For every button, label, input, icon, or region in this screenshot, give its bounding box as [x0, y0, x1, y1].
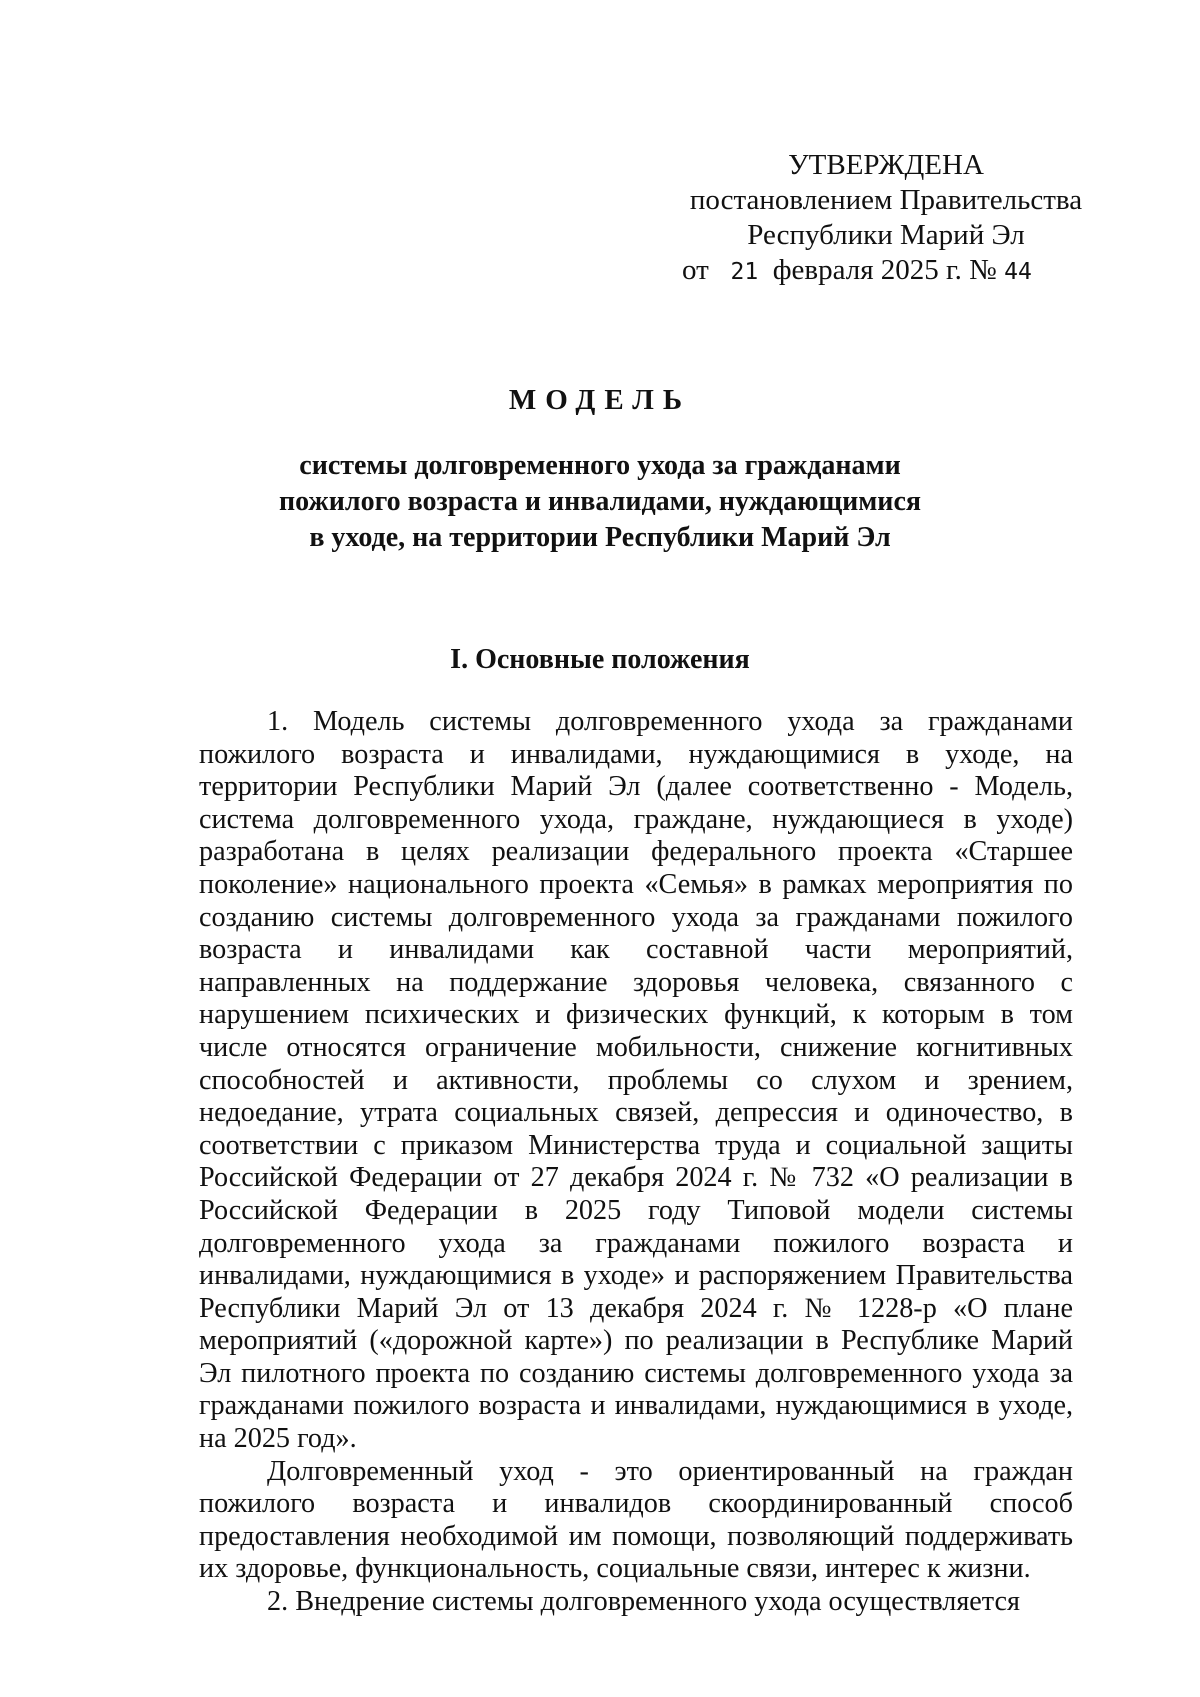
approved-by-line-1: постановлением Правительства: [689, 184, 1083, 216]
approval-date-line: [676, 253, 1096, 290]
approval-from: от: [682, 254, 709, 286]
document-subtitle: [200, 448, 1000, 556]
approval-stamp-block: [676, 148, 1096, 290]
paragraph-3: 2. Внедрение системы долговременного ухода осуществляется: [267, 1586, 1020, 1618]
document-title: МОДЕЛЬ: [508, 384, 692, 416]
paragraph-1: 1. Модель системы долговременного ухода за гражданами пожилого возраста и инвалидами, нуждающимися в уходе, на территории Республики Марий Эл (далее соответственно - Модель, система долговременного ухода, граждане, нуждающиеся в уходе) разработана в целях реализации федерального проекта «Старшее поколение» национального проекта «Семья» в рамках мероприятия по созданию системы долговременного ухода за гражданами пожилого возраста и инвалидами как составной части мероприятий, направленных на поддержание здоровья человека, связанного с нарушением психических и физических функций, к которым в том числе относятся ограничение мобильности, снижение когнитивных способностей и активности, проблемы со слухом и зрением, недоедание, утрата социальных связей, депрессия и одиночество, в соответствии с приказом Министерства труда и социальной защиты Российской Федерации от 27 декабря 2024 г. № 732 «О реализации в Российской Федерации в 2025 году Типовой модели системы долговременного ухода за гражданами пожилого возраста и инвалидами, нуждающимися в уходе» и распоряжением Правительства Республики Марий Эл от 13 декабря 2024 г. № 1228-р «О плане мероприятий («дорожной карте») по реализации в Республике Марий Эл пилотного проекта по созданию системы долговременного ухода за гражданами пожилого возраста и инвалидами, нуждающимися в уходе, на 2025 год».: [199, 706, 1073, 1455]
paragraph-2: Долговременный уход - это ориентированный на граждан пожилого возраста и инвалидов скоординированный способ предоставления необходимой им помощи, позволяющий поддерживать их здоровье, функциональность, социальные связи, интерес к жизни.: [199, 1455, 1073, 1585]
subtitle-line-1: системы долговременного ухода за гражданами: [299, 450, 901, 481]
approval-month-year: февраля 2025 г. №: [772, 254, 997, 286]
subtitle-line-2: пожилого возраста и инвалидами, нуждающимися: [278, 486, 922, 517]
document-body: [199, 706, 1073, 1619]
approval-day: 21: [730, 259, 759, 285]
section-heading: I. Основные положения: [450, 644, 750, 675]
approved-by-line-2: Республики Марий Эл: [747, 219, 1025, 251]
approval-number: 44: [1004, 259, 1032, 285]
subtitle-line-3: в уходе, на территории Республики Марий Эл: [309, 522, 891, 553]
approved-label: УТВЕРЖДЕНА: [788, 149, 984, 181]
